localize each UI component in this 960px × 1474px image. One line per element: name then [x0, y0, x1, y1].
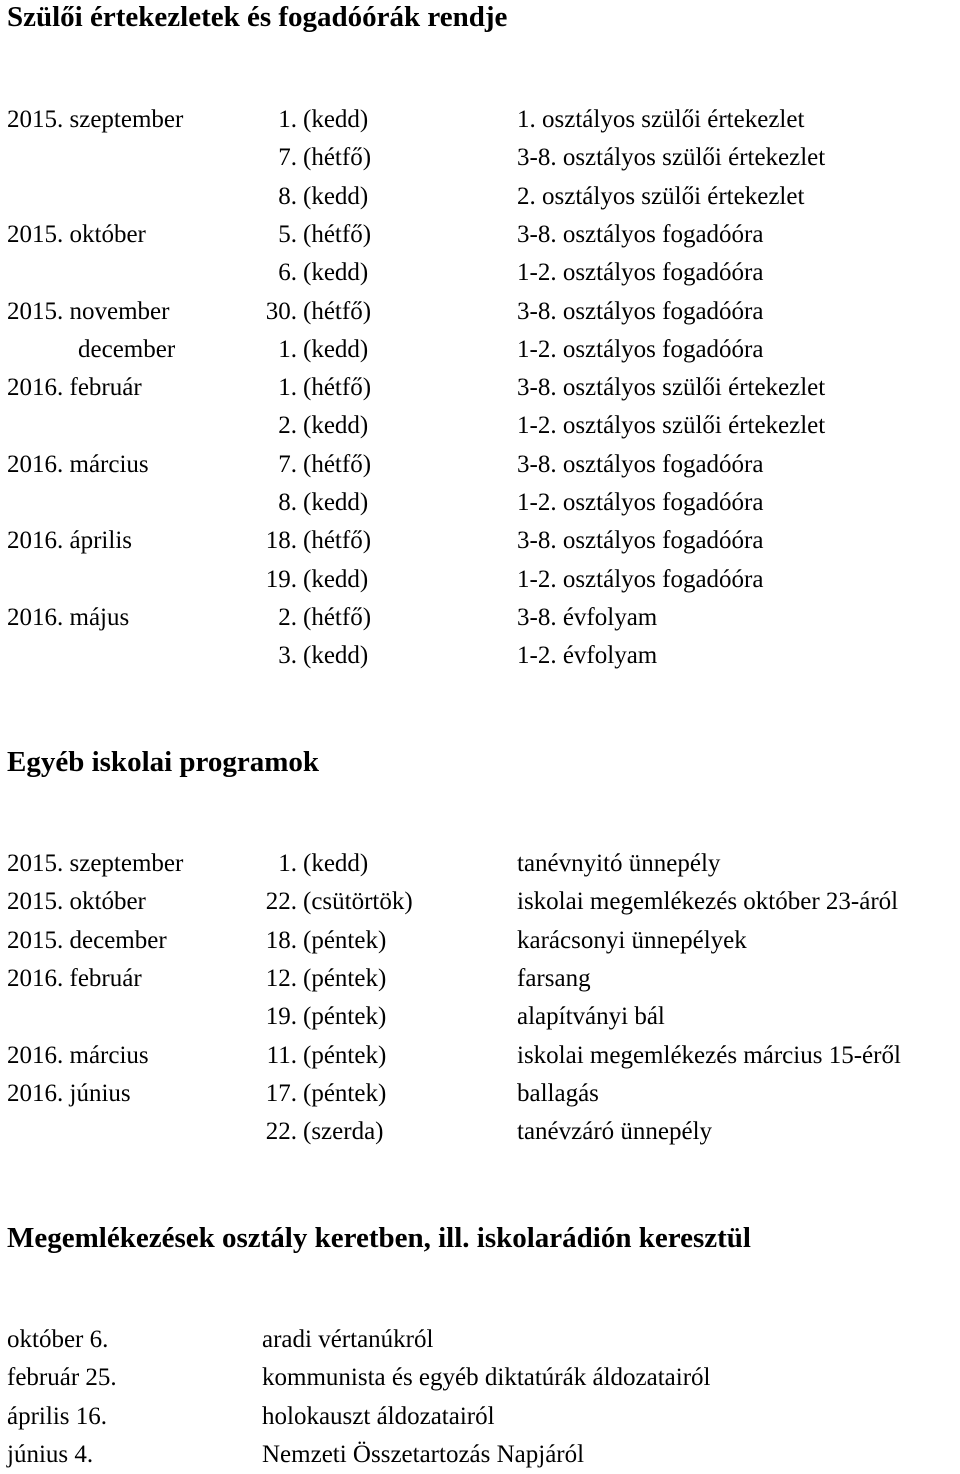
weekday-label: (kedd): [303, 335, 369, 363]
event-description: 1. osztályos szülői értekezlet: [517, 106, 805, 133]
day-number: 30.: [265, 297, 297, 325]
schedule-row: [0, 1037, 960, 1075]
weekday-label: (hétfő): [303, 144, 372, 172]
event-description: 3-8. osztályos fogadóóra: [517, 220, 764, 248]
weekday-label: (péntek): [303, 1041, 387, 1069]
day-number: 3.: [278, 642, 297, 670]
event-description: iskolai megemlékezés október 23-áról: [517, 888, 899, 916]
commemoration-date: október 6.: [7, 1326, 109, 1353]
event-description: 1-2. osztályos fogadóóra: [517, 489, 764, 516]
schedule-row: [0, 446, 960, 484]
event-description: tanévzáró ünnepély: [517, 1118, 713, 1146]
day-number: 5.: [278, 220, 297, 248]
day-number: 22.: [265, 1118, 297, 1146]
day-number: 12.: [265, 964, 297, 992]
day-number: 18.: [265, 527, 297, 555]
day-number: 8.: [278, 489, 297, 516]
schedule-row: [0, 637, 960, 675]
day-number: 1.: [278, 106, 297, 133]
day-number: 6.: [278, 259, 297, 287]
schedule-row: [0, 407, 960, 445]
day-number: 7.: [278, 144, 297, 172]
month-label: 2016. február: [7, 374, 142, 402]
weekday-label: (hétfő): [303, 450, 372, 478]
event-description: 1-2. osztályos fogadóóra: [517, 335, 764, 363]
month-label: 2015. szeptember: [7, 850, 184, 877]
day-number: 17.: [265, 1079, 297, 1107]
schedule-row: [0, 139, 960, 177]
month-label: 2016. március: [7, 450, 149, 478]
schedule-row: [0, 998, 960, 1036]
month-label: 2015. október: [7, 888, 146, 916]
day-number: 11.: [266, 1041, 297, 1069]
weekday-label: (hétfő): [303, 527, 372, 555]
schedule-row: [0, 599, 960, 637]
weekday-label: (kedd): [303, 412, 369, 440]
event-description: 3-8. évfolyam: [517, 603, 658, 631]
schedule-row: [0, 484, 960, 522]
weekday-label: (csütörtök): [303, 888, 413, 916]
section-title-parent-meetings: Szülői értekezletek és fogadóórák rendje: [7, 1, 508, 33]
day-number: 22.: [265, 888, 297, 916]
weekday-label: (hétfő): [303, 297, 372, 325]
event-description: 1-2. évfolyam: [517, 642, 658, 670]
commemoration-date: február 25.: [7, 1364, 117, 1392]
event-description: 3-8. osztályos fogadóóra: [517, 297, 764, 325]
commemoration-title: aradi vértanúkról: [262, 1326, 434, 1353]
event-description: tanévnyitó ünnepély: [517, 850, 721, 877]
event-description: iskolai megemlékezés március 15-éről: [517, 1041, 901, 1069]
schedule-row: [0, 561, 960, 599]
day-number: 8.: [278, 182, 297, 210]
commemoration-title: holokauszt áldozatairól: [262, 1402, 495, 1430]
month-label: 2016. március: [7, 1041, 149, 1069]
weekday-label: (kedd): [303, 489, 369, 516]
schedule-row: [0, 254, 960, 292]
schedule-row: [0, 922, 960, 960]
schedule-row: [0, 216, 960, 254]
weekday-label: (hétfő): [303, 374, 372, 402]
month-label: 2015. szeptember: [7, 106, 184, 133]
weekday-label: (kedd): [303, 182, 369, 210]
weekday-label: (péntek): [303, 1003, 387, 1031]
schedule-row: [0, 1113, 960, 1151]
event-description: 3-8. osztályos szülői értekezlet: [517, 374, 826, 402]
event-description: 1-2. osztályos fogadóóra: [517, 565, 764, 593]
month-label: 2016. február: [7, 964, 142, 992]
month-label: 2015. október: [7, 220, 146, 248]
event-description: farsang: [517, 964, 591, 992]
commemoration-title: Nemzeti Összetartozás Napjáról: [262, 1440, 585, 1468]
weekday-label: (kedd): [303, 642, 369, 670]
commemoration-row: [0, 1436, 960, 1474]
schedule-row: [0, 178, 960, 216]
commemoration-row: [0, 1359, 960, 1397]
event-description: karácsonyi ünnepélyek: [517, 926, 747, 954]
event-description: ballagás: [517, 1079, 599, 1107]
event-description: 3-8. osztályos szülői értekezlet: [517, 144, 826, 172]
weekday-label: (péntek): [303, 964, 387, 992]
month-label: 2015. december: [7, 926, 167, 954]
event-description: 1-2. osztályos fogadóóra: [517, 259, 764, 287]
schedule-row: [0, 331, 960, 369]
section-title-commemorations: Megemlékezések osztály keretben, ill. iskolarádión keresztül: [7, 1222, 751, 1254]
commemoration-row: [0, 1398, 960, 1436]
schedule-row: [0, 883, 960, 921]
day-number: 7.: [278, 450, 297, 478]
weekday-label: (szerda): [303, 1118, 384, 1146]
day-number: 19.: [265, 565, 297, 593]
weekday-label: (hétfő): [303, 603, 372, 631]
commemoration-date: június 4.: [7, 1440, 94, 1468]
schedule-row: [0, 1075, 960, 1113]
commemoration-date: április 16.: [7, 1402, 107, 1430]
event-description: 3-8. osztályos fogadóóra: [517, 450, 764, 478]
event-description: 1-2. osztályos szülői értekezlet: [517, 412, 826, 440]
event-description: alapítványi bál: [517, 1003, 665, 1031]
weekday-label: (kedd): [303, 259, 369, 287]
weekday-label: (kedd): [303, 106, 369, 133]
schedule-row: [0, 293, 960, 331]
weekday-label: (kedd): [303, 850, 369, 877]
month-label: 2015. november: [7, 297, 170, 325]
month-label: december: [78, 335, 176, 363]
weekday-label: (hétfő): [303, 220, 372, 248]
day-number: 1.: [278, 374, 297, 402]
weekday-label: (péntek): [303, 926, 387, 954]
month-label: 2016. június: [7, 1079, 131, 1107]
commemoration-title: kommunista és egyéb diktatúrák áldozatairól: [262, 1364, 711, 1392]
day-number: 2.: [278, 412, 297, 440]
event-description: 2. osztályos szülői értekezlet: [517, 182, 805, 210]
schedule-row: [0, 522, 960, 560]
month-label: 2016. április: [7, 527, 132, 555]
schedule-row: [0, 845, 960, 883]
day-number: 2.: [278, 603, 297, 631]
schedule-row: [0, 960, 960, 998]
section-title-school-programs: Egyéb iskolai programok: [7, 746, 320, 778]
weekday-label: (kedd): [303, 565, 369, 593]
weekday-label: (péntek): [303, 1079, 387, 1107]
day-number: 1.: [278, 850, 297, 877]
day-number: 1.: [278, 335, 297, 363]
schedule-row: [0, 369, 960, 407]
event-description: 3-8. osztályos fogadóóra: [517, 527, 764, 555]
day-number: 18.: [265, 926, 297, 954]
schedule-row: [0, 101, 960, 139]
month-label: 2016. május: [7, 603, 130, 631]
commemoration-row: [0, 1321, 960, 1359]
day-number: 19.: [265, 1003, 297, 1031]
